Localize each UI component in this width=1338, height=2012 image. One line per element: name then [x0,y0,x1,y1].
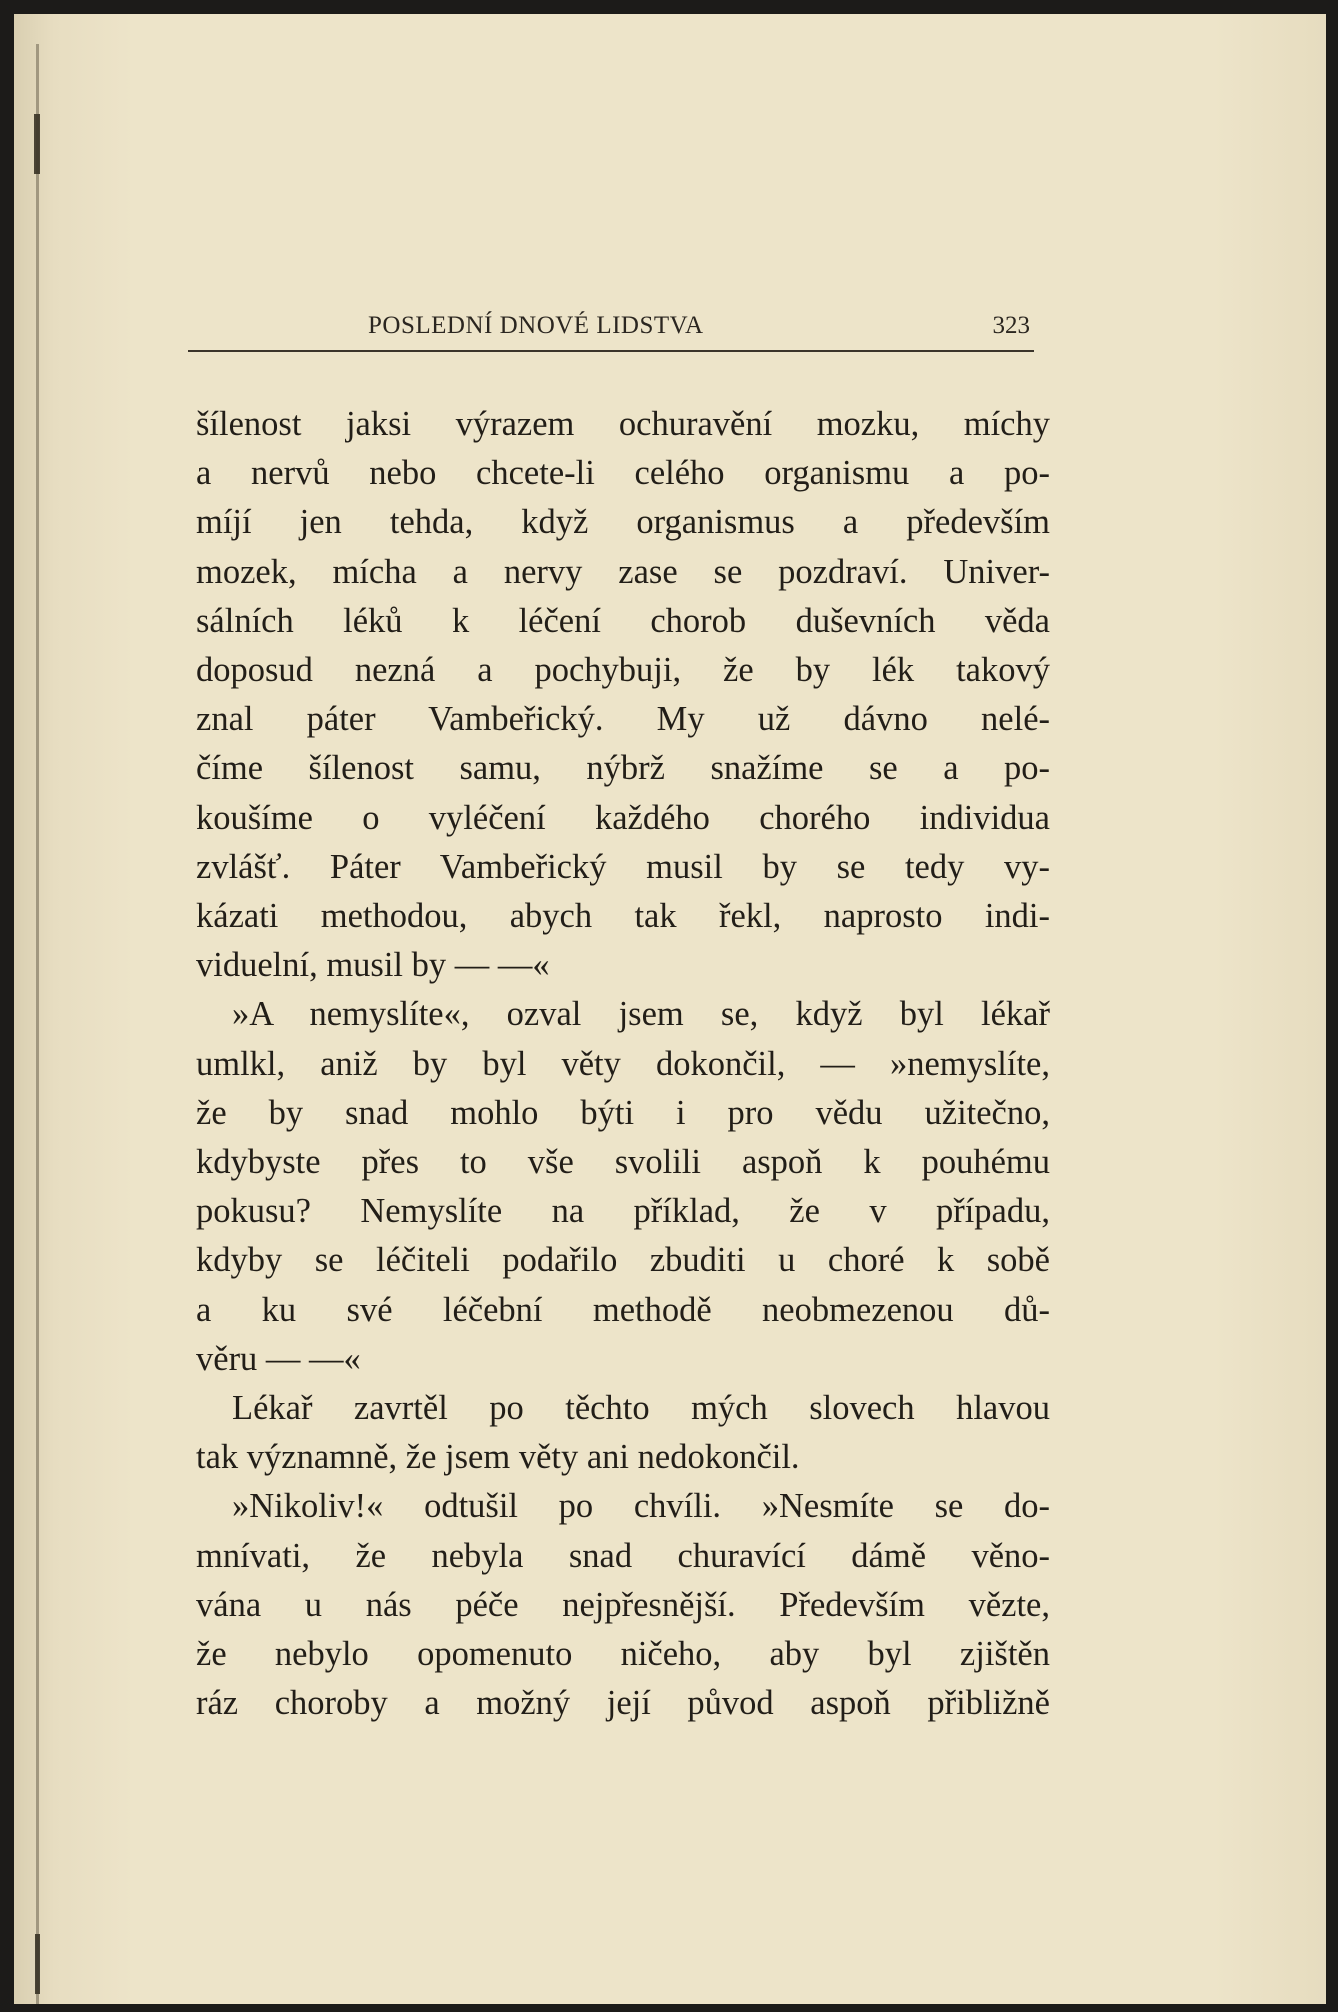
text-line: zvlášť. Páter Vambeřický musil by se tedy vy- [196,847,1050,886]
text-line: »A nemyslíte«, ozval jsem se, když byl lékař [232,995,1050,1034]
body-text [196,400,1050,1728]
running-header [188,300,1034,352]
text-line: sálních léků k léčení chorob duševních věda [196,601,1050,640]
text-line: umlkl, aniž by byl věty dokončil, — »nemyslíte, [196,1044,1050,1083]
text-line: kdybyste přes to vše svolili aspoň k pouhému [196,1143,1050,1182]
binding-mark-bottom [35,1934,40,1994]
text-line: šílenost jaksi výrazem ochuravění mozku, míchy [196,405,1050,443]
text-line: že nebylo opomenuto ničeho, aby byl zjištěn [196,1635,1050,1674]
text-line: kdyby se léčiteli podařilo zbuditi u choré k sobě [196,1241,1050,1280]
binding-shadow [36,44,39,2004]
text-line: pokusu? Nemyslíte na příklad, že v případu, [196,1192,1050,1231]
text-line: ráz choroby a možný její původ aspoň přibližně [196,1684,1050,1723]
text-line: znal páter Vambeřický. My už dávno nelé- [196,700,1050,739]
text-line: kázati methodou, abych tak řekl, naprosto indi- [196,897,1050,936]
running-title: POSLEDNÍ DNOVÉ LIDSTVA [368,312,704,339]
text-line: mozek, mícha a nervy zase se pozdraví. Univer- [196,552,1050,591]
text-line: a nervů nebo chcete-li celého organismu a po- [196,454,1050,493]
text-line: tak významně, že jsem věty ani nedokončil. [196,1438,800,1477]
text-line: Lékař zavrtěl po těchto mých slovech hlavou [232,1389,1050,1428]
text-line: vána u nás péče nejpřesnější. Především vězte, [196,1585,1050,1624]
text-line: koušíme o vyléčení každého chorého individua [196,798,1050,837]
text-line: číme šílenost samu, nýbrž snažíme se a po- [196,749,1050,788]
text-line: doposud nezná a pochybuji, že by lék takový [196,651,1050,690]
text-line: mnívati, že nebyla snad churavící dámě věno- [196,1536,1050,1575]
text-line: a ku své léčební methodě neobmezenou dů- [196,1290,1050,1329]
page-number: 323 [992,312,1030,339]
text-line: že by snad mohlo býti i pro vědu užitečno, [196,1093,1050,1132]
text-line: míjí jen tehda, když organismus a především [196,503,1050,542]
text-line: viduelní, musil by — —« [196,946,550,985]
binding-mark-top [34,114,40,174]
text-line: věru — —« [196,1339,361,1378]
text-line: »Nikoliv!« odtušil po chvíli. »Nesmíte se do- [232,1487,1050,1526]
